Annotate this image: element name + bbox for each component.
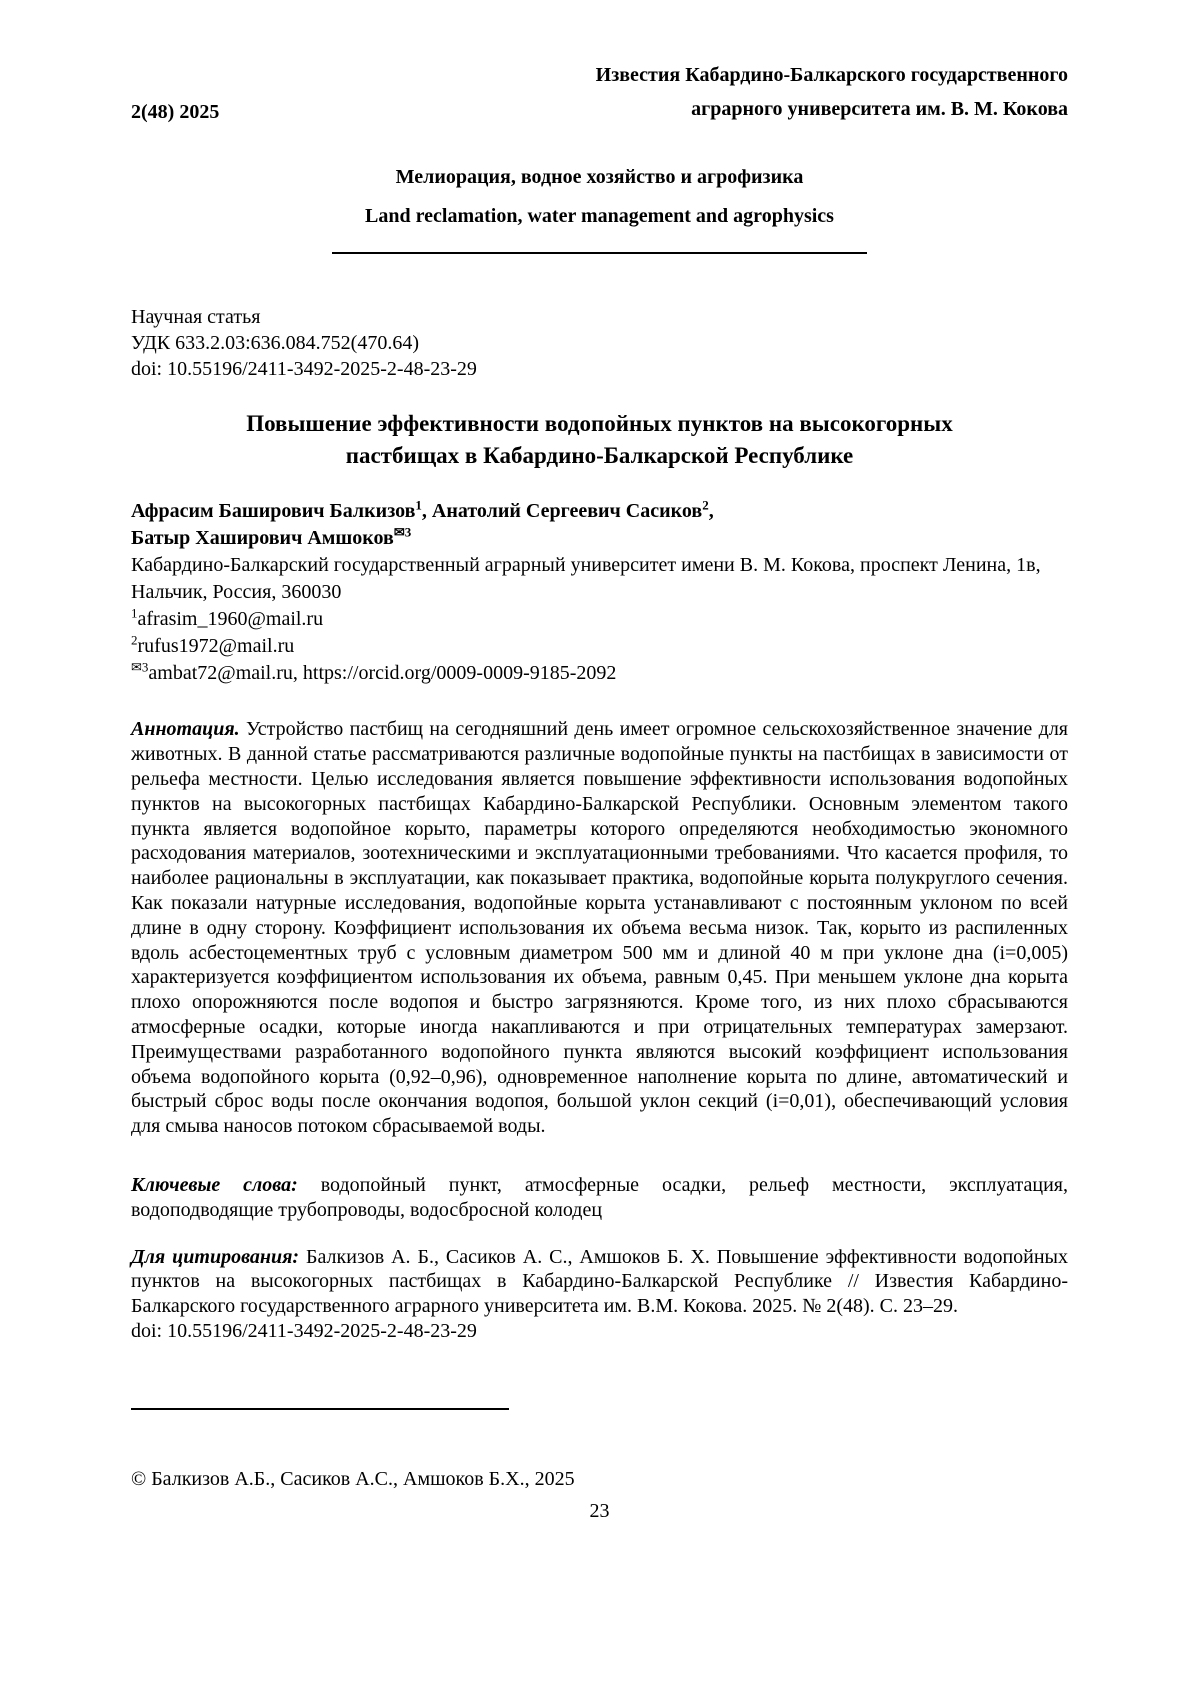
email-sup-1: 1 [131, 605, 138, 621]
journal-title-line-2: аграрного университета им. В. М. Кокова [691, 98, 1068, 120]
udc-number: УДК 633.2.03:636.084.752(470.64) [131, 332, 419, 354]
citation [131, 1245, 1068, 1344]
article-meta [131, 304, 1068, 382]
email-sup-2: 2 [131, 632, 138, 648]
journal-title [596, 58, 1068, 126]
keywords [131, 1173, 1068, 1223]
author-email-1 [131, 606, 1068, 633]
citation-doi: doi: 10.55196/2411-3492-2025-2-48-23-29 [131, 1319, 477, 1342]
doi-number: doi: 10.55196/2411-3492-2025-2-48-23-29 [131, 358, 477, 380]
author-name-3: Батыр Хаширович Амшоков [131, 527, 394, 550]
email-text-2: rufus1972@mail.ru [137, 635, 295, 658]
abstract-label: Аннотация. [131, 718, 240, 741]
section-title-ru: Мелиорация, водное хозяйство и агрофизика [395, 166, 804, 188]
journal-title-line-1: Известия Кабардино-Балкарского государственного [595, 64, 1068, 86]
page-number: 23 [589, 1499, 610, 1522]
citation-label: Для цитирования: [131, 1245, 300, 1268]
authors-line-1 [131, 498, 1068, 525]
footnote-divider [131, 1408, 509, 1410]
email-text-3: ambat72@mail.ru, https://orcid.org/0009-0009-9185-2092 [148, 662, 617, 685]
author-email-3 [131, 660, 1068, 687]
author-sup-1: 1 [415, 497, 422, 513]
author-sup-3: ✉3 [393, 524, 412, 540]
article-title: Повышение эффективности водопойных пунктов на высокогорных пастбищах в Кабардино-Балкарской Республике [246, 411, 953, 469]
email-text-1: afrasim_1960@mail.ru [137, 608, 324, 631]
authors-separator-2: , [708, 500, 714, 523]
section-divider [332, 252, 867, 254]
keywords-text: водопойный пункт, атмосферные осадки, рельеф местности, эксплуатация, водоподводящие трубопроводы, водосбросной колодец [131, 1173, 1069, 1221]
page-header [131, 58, 1068, 126]
authors-separator-1: , [421, 500, 432, 523]
author-sup-2: 2 [702, 497, 709, 513]
issue-number: 2(48) 2025 [131, 101, 220, 123]
abstract-text: Устройство пастбищ на сегодняшний день имеет огромное сельскохозяйственное значение для животных. В данной статье рассматриваются различные водопойные пункты на пастбищах в зависимости от рельефа местности. Целью исследования является повышение эффективности использования водопойных пунктов на высокогорных пастбищах Кабардино-Балкарской Республики. Основным элементом такого пункта является водопойное корыто, параметры которого определяются необходимостью экономного расходования материалов, зоотехническими и эксплуатационными требованиями. Что касается профиля, то наиболее рациональны в эксплуатации, как показывает практика, водопойные корыта полукруглого сечения. Как показали натурные исследования, водопойные корыта устанавливают с постоянным уклоном по всей длине в одну сторону. Коэффициент использования их объема весьма низок. Так, корыто из распиленных вдоль асбестоцементных труб с условным диаметром 500 мм и длиной 40 м при уклоне дна (i=0,005) характеризуется коэффициентом использования их объема, равным 0,45. При меньшем уклоне дна корыта плохо опорожняются после водопоя и быстро загрязняются. Кроме того, из них плохо сбрасываются атмосферные осадки, которые иногда накапливаются и при отрицательных температурах замерзают. Преимуществами разработанного водопойного пункта являются высокий коэффициент использования объема водопойного корыта (0,92–0,96), одновременное наполнение корыта по длине, автоматический и быстрый сброс воды после окончания водопоя, большой уклон секций (i=0,01), обеспечивающий условия для смыва наносов потоком сбрасываемой воды. [131, 718, 1069, 1138]
author-name-2: Анатолий Сергеевич Сасиков [431, 500, 703, 523]
article-type: Научная статья [131, 306, 261, 328]
copyright-line: © Балкизов А.Б., Сасиков А.С., Амшоков Б.Х., 2025 [131, 1467, 575, 1490]
abstract [131, 717, 1068, 1139]
authors-block [131, 498, 1068, 552]
author-name-1: Афрасим Баширович Балкизов [131, 500, 416, 523]
section-title-en: Land reclamation, water management and agrophysics [365, 205, 834, 227]
affiliation: Кабардино-Балкарский государственный аграрный университет имени В. М. Кокова, проспект Ленина, 1в, Нальчик, Россия, 360030 [131, 554, 1041, 604]
keywords-label: Ключевые слова: [131, 1173, 298, 1196]
author-email-2 [131, 633, 1068, 660]
contact-emails [131, 606, 1068, 687]
citation-text: Балкизов А. Б., Сасиков А. С., Амшоков Б. Х. Повышение эффективности водопойных пунктов на высокогорных пастбищах в Кабардино-Балкарской Республике // Известия Кабардино-Балкарского государственного аграрного университета им. В.М. Кокова. 2025. № 2(48). С. 23–29. [131, 1245, 1068, 1318]
email-sup-3: ✉3 [131, 659, 149, 675]
authors-line-2 [131, 525, 1068, 552]
